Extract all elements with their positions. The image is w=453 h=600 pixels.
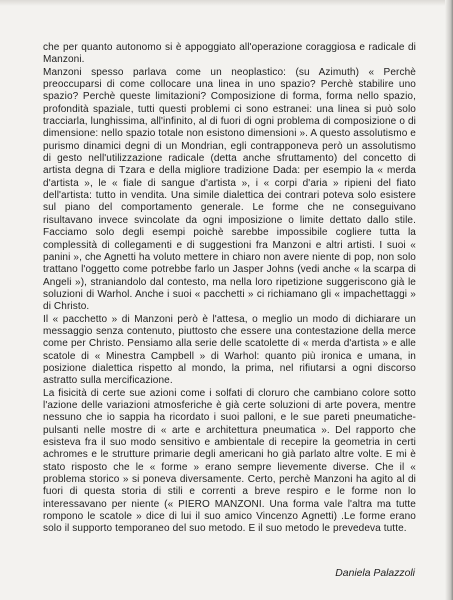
- author-signature: Daniela Palazzoli: [335, 568, 415, 579]
- paragraph-3: Il « pacchetto » di Manzoni però è l'attesa, o meglio un modo di dichiarare un messaggio senza contenuto, piuttosto che essere una contestazione della merce come per Christo. Pensiamo alla serie delle scatolette di « merda d'artista » e alle scatole di « Minestra Campbell » di Warhol: quanto più ironica e umana, in posizione dialettica rispetto al mondo, la prima, nel rifiutarsi a ogni discorso astratto sulla mercificazione.: [43, 313, 416, 387]
- page-top-edge: [0, 0, 453, 6]
- article-body: [43, 42, 416, 536]
- page-right-edge: [445, 0, 453, 600]
- paragraph-2: Manzoni spesso parlava come un neoplastico: (su Azimuth) « Perchè preoccuparsi di come collocare una linea in uno spazio? Perchè stabilire uno spazio? Perchè queste limitazioni? Composizione di forma, forma nello spazio, profondità spaziale, tutti questi problemi ci sono estranei: una linea si può solo tracciarla, lunghissima, all'infinito, al di fuori di ogni problema di composizione o di dimensione: nello spazio totale non esistono dimensioni ». A questo assolutismo e purismo dinamici degni di un Mondrian, egli contrapponeva però un assolutismo di gesto nell'utilizzazione radicale (detta anche sfruttamento) del concetto di artista degna di Tzara e della migliore tradizione Dada: per esempio la « merda d'artista », le « fiale di sangue d'artista », i « corpi d'aria » ripieni del fiato dell'artista: tutto in vendita. Una simile dialettica dei contrari poteva solo esistere sul piano del comportamento generale. Le forme che ne conseguivano risultavano invece svincolate da ogni imposizione o limite dettato dallo stile. Facciamo solo degli esempi poichè sarebbe impossibile cogliere tutta la complessità di collegamenti e di suggestioni fra Manzoni e altri artisti. I suoi « panini », che Agnetti ha voluto mettere in chiaro non avere niente di pop, non solo trattano l'oggetto come potrebbe farlo un Jasper Johns (vedi anche « la scarpa di Angeli »), straniandolo dal contesto, ma nella loro ripetizione suggeriscono già le soluzioni di Warhol. Anche i suoi « pacchetti » ci richiamano gli « impachettaggi » di Christo.: [43, 66, 416, 313]
- paragraph-4: La fisicità di certe sue azioni come i solfati di cloruro che cambiano colore sotto l'azione delle variazioni atmosferiche è già certe soluzioni di arte povera, mentre nessuno che io sappia ha ricordato i suoi palloni, e le sue pareti pneumatiche-pulsanti nelle mostre di « arte e architettura pneumatica ». Del rapporto che esisteva fra il suo modo sensitivo e ambientale di recepire la geometria in certi achromes e le strutture primarie degli americani ho già parlato altre volte. E mi è stato risposto che le « forme » erano sempre lievemente diverse. Che il « problema storico » si poneva diversamente. Certo, perchè Manzoni ha agito al di fuori di questa storia di stili e correnti a breve respiro e le forme non lo interessavano per niente (« PIERO MANZONI. Una forma vale l'altra ma tutte rompono le scatole » dice di lui il suo amico Vincenzo Agnetti) .Le forme erano solo il supporto temporaneo del suo metodo. E il suo metodo le prevedeva tutte.: [43, 387, 416, 535]
- paragraph-1: che per quanto autonomo si è appoggiato all'operazione coraggiosa e radicale di Manzoni.: [43, 42, 416, 66]
